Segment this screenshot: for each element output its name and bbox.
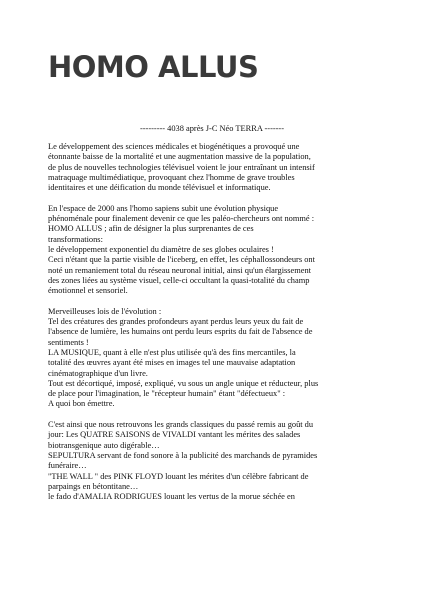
text-line: l'absence de lumière, les humains ont perdu leurs esprits du fait de l'absence de bbox=[48, 327, 313, 337]
text-line: étonnante baisse de la mortalité et une augmentation massive de la population, bbox=[48, 152, 311, 162]
text-line: identitaires et une déification du monde télévisuel et informatique. bbox=[48, 183, 271, 193]
paragraph bbox=[48, 307, 388, 410]
document-subtitle: --------- 4038 après J-C Néo TERRA ------- bbox=[139, 124, 285, 133]
text-line: funéraire… bbox=[48, 461, 87, 471]
paragraph bbox=[48, 420, 388, 502]
text-line: A quoi bon émettre. bbox=[48, 399, 115, 409]
text-line: émotionnel et sensoriel. bbox=[48, 286, 128, 296]
text-line: Merveilleuses lois de l'évolution : bbox=[48, 306, 162, 316]
text-line: LA MUSIQUE, quant à elle n'est plus utilisée qu'à des fins mercantiles, la bbox=[48, 347, 296, 357]
text-line: de plus de nouvelles technologies télévisuel voient le jour entraînant un intensif bbox=[48, 162, 315, 172]
text-line: Tout est décortiqué, imposé, expliqué, vu sous un angle unique et réducteur, plus bbox=[48, 378, 319, 388]
text-line: HOMO ALLUS ; afin de désigner la plus surprenantes de ces bbox=[48, 224, 254, 234]
text-line: parpaings en bétontitane… bbox=[48, 481, 139, 491]
text-line: matraquage multimédiatique, provoquant chez l'homme de grave troubles bbox=[48, 172, 295, 182]
text-line: totalité des œuvres ayant été mises en images tel une mauvaise adaptation bbox=[48, 358, 296, 368]
text-line: SEPULTURA servant de fond sonore à la publicité des marchands de pyramides bbox=[48, 450, 318, 460]
text-line: Tel des créatures des grandes profondeurs ayant perdus leurs yeux du fait de bbox=[48, 317, 304, 327]
text-line: Ceci n'étant que la partie visible de l'iceberg, en effet, les céphallossondeurs ont bbox=[48, 255, 315, 265]
text-line: C'est ainsi que nous retrouvons les grands classiques du passé remis au goût du bbox=[48, 420, 314, 430]
text-line: le fado d'AMALIA RODRIGUES louant les vertus de la morue séchée en bbox=[48, 492, 295, 502]
text-line: cinématographique d'un livre. bbox=[48, 368, 148, 378]
text-line: noté un remaniement total du réseau neuronal initial, ainsi qu'un élargissement bbox=[48, 265, 311, 275]
document-title: HOMO ALLUS bbox=[48, 50, 259, 84]
text-line: "THE WALL " des PINK FLOYD louant les mérites d'un célèbre fabricant de bbox=[48, 471, 309, 481]
document-body bbox=[48, 142, 388, 513]
text-line: En l'espace de 2000 ans l'homo sapiens subit une évolution physique bbox=[48, 203, 279, 213]
text-line: transformations: bbox=[48, 234, 103, 244]
text-line: jour: Les QUATRE SAISONS de VIVALDI vantant les mérites des salades bbox=[48, 430, 301, 440]
text-line: sentiments ! bbox=[48, 337, 89, 347]
text-line: Le développement des sciences médicales et biogénétiques a provoqué une bbox=[48, 142, 300, 151]
text-line: biotransgenique auto digérable… bbox=[48, 440, 160, 450]
paragraph bbox=[48, 204, 388, 297]
text-line: phénoménale pour finalement devenir ce que les paléo-chercheurs ont nommé : bbox=[48, 214, 315, 224]
text-line: de place pour l'imagination, le "récepteur humain" étant "défectueux" : bbox=[48, 389, 286, 399]
text-line: des zones liées au système visuel, celle-ci occultant la quasi-totalité du champ bbox=[48, 275, 310, 285]
text-line: le développement exponentiel du diamètre de ses globes oculaires ! bbox=[48, 244, 274, 254]
paragraph bbox=[48, 142, 388, 193]
